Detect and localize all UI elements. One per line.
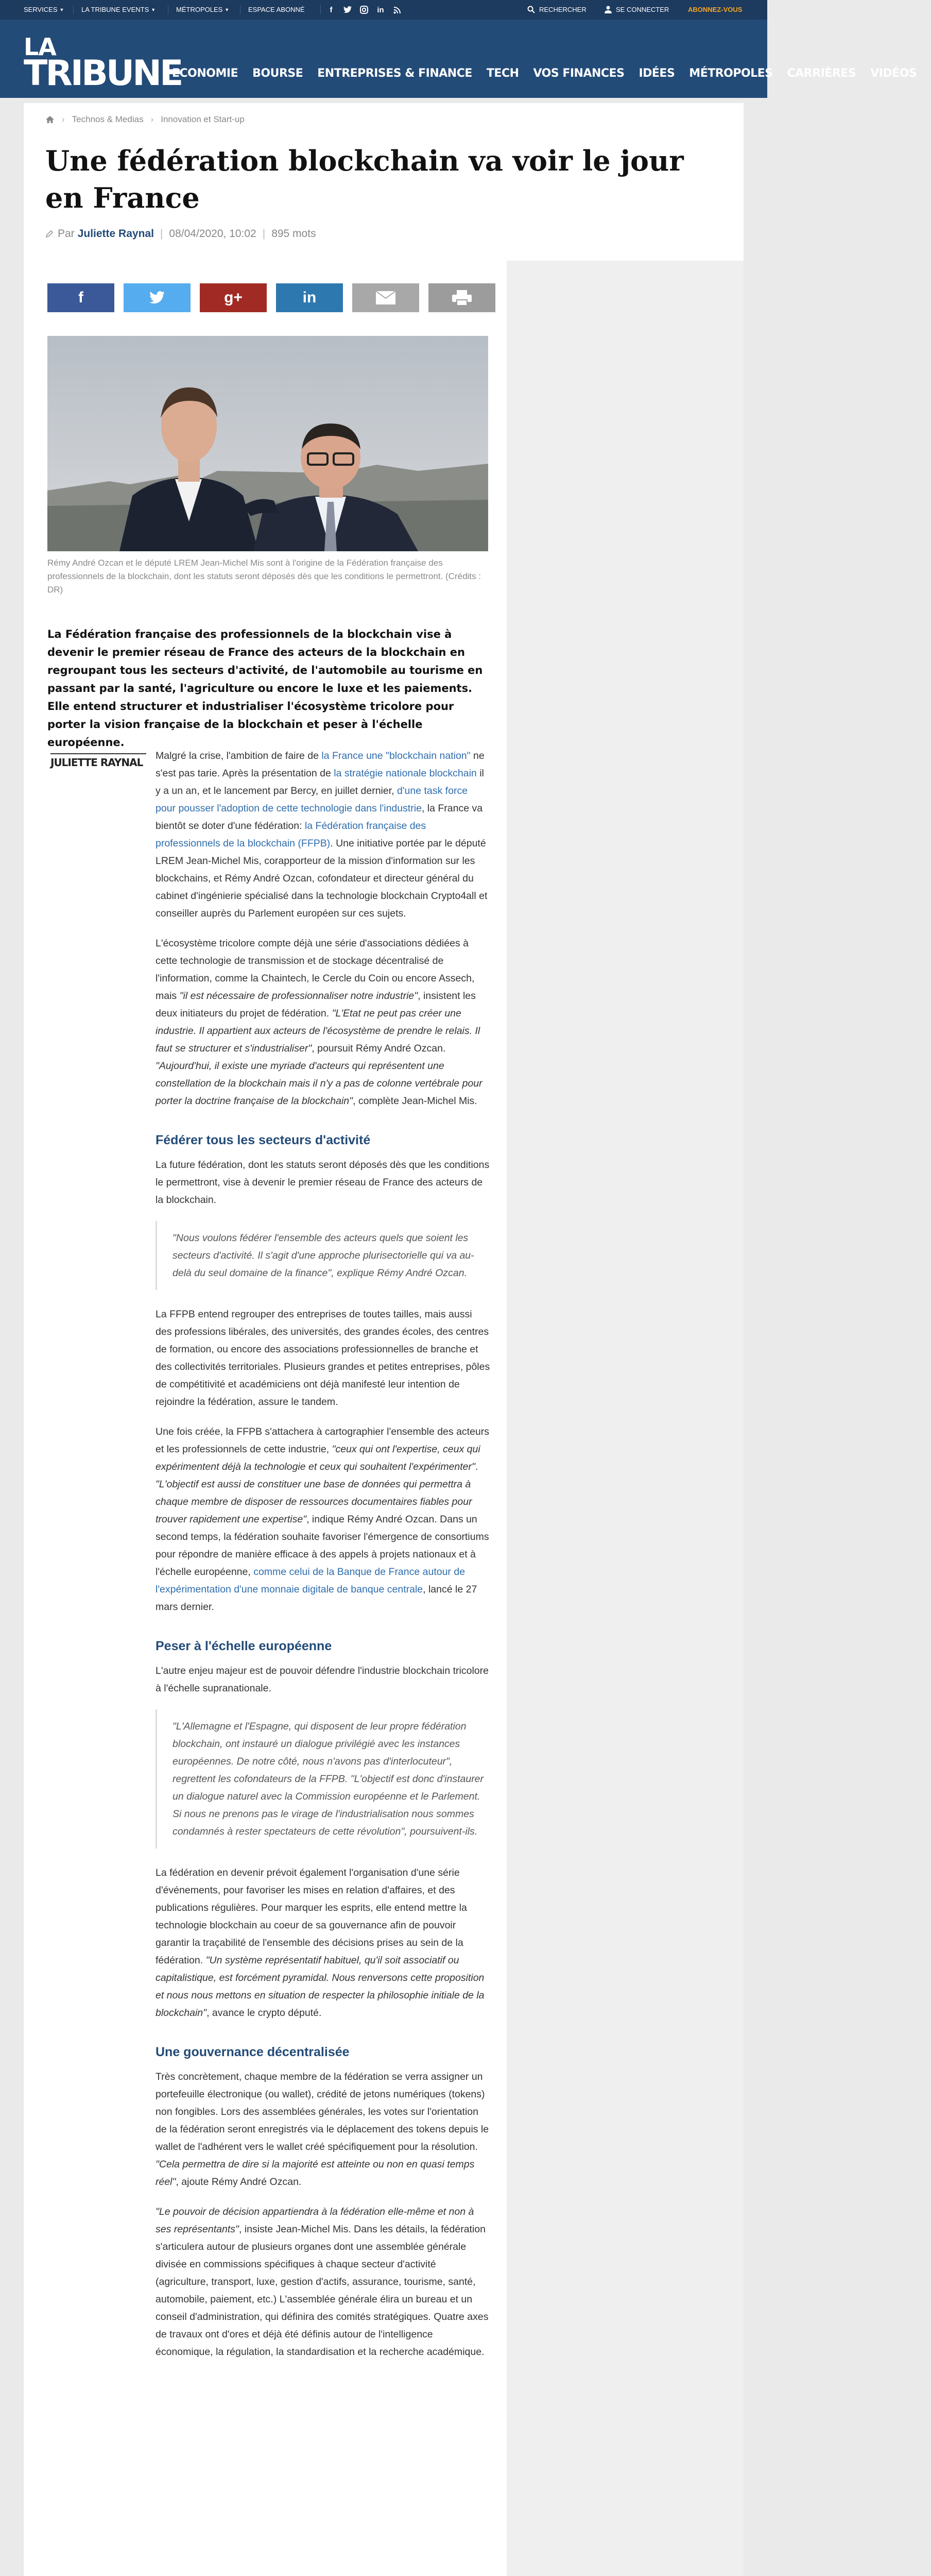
metropoles-label: MÉTROPOLES	[176, 6, 223, 13]
instagram-icon[interactable]	[358, 4, 370, 15]
espace-abonne-label: ESPACE ABONNÉ	[248, 6, 305, 13]
paragraph	[156, 2068, 490, 2191]
text: , complète Jean-Michel Mis.	[353, 1095, 477, 1107]
nav-item-metropoles[interactable]: MÉTROPOLES	[689, 67, 773, 80]
paragraph	[156, 2203, 490, 2361]
quote-text: "Nous voulons fédérer l'ensemble des acteurs quels que soient les secteurs d'activité. Il s'agit d'une approche plurisectorielle qui va au-delà du seul domaine de la finance", explique Rémy André Ozcan.	[173, 1232, 474, 1279]
share-email-button[interactable]	[352, 283, 419, 312]
article-text	[156, 747, 490, 2373]
pull-quote	[156, 1709, 490, 1849]
logo-top-text: LA	[24, 33, 56, 61]
text: , insistent les deux initiateurs du projet de fédération.	[156, 990, 476, 1019]
login-label: SE CONNECTER	[616, 6, 669, 13]
text: , avance le crypto député.	[206, 2007, 322, 2019]
chevron-down-icon: ▼	[151, 7, 156, 12]
search-label: RECHERCHER	[539, 6, 587, 13]
quote-text: "Aujourd'hui, il existe une myriade d'acteurs qui représentent une constellation de la blockchain mais il n'y a pas de colonne vertébrale pour porter la doctrine française de la blockchain"	[156, 1060, 482, 1107]
print-icon	[452, 290, 472, 306]
inline-link[interactable]: la Fédération française des professionnels de la blockchain (FFPB)	[156, 820, 426, 849]
share-linkedin-button[interactable]	[276, 283, 343, 312]
pencil-icon	[45, 230, 54, 238]
section-heading: Fédérer tous les secteurs d'activité	[156, 1133, 371, 1147]
main-nav	[172, 67, 931, 80]
chevron-down-icon: ▼	[59, 7, 64, 12]
author-link[interactable]: Juliette Raynal	[77, 228, 154, 240]
share-twitter-button[interactable]	[124, 283, 191, 312]
byline	[45, 228, 316, 240]
email-icon	[375, 291, 396, 305]
subscribe-label: ABONNEZ-VOUS	[688, 6, 743, 13]
nav-item-tech[interactable]: TECH	[486, 67, 519, 80]
inline-link[interactable]: la stratégie nationale blockchain	[334, 768, 477, 779]
quote-text: "L'Etat ne peut pas créer une industrie. Il appartient aux acteurs de l'écosystème de prendre le relais. Il faut se structurer et s'industrialiser"	[156, 1008, 480, 1054]
nav-item-economie[interactable]: ECONOMIE	[172, 67, 238, 80]
chevron-down-icon: ▼	[225, 7, 230, 12]
share-googleplus-button[interactable]	[200, 283, 267, 312]
nav-item-vos-finances[interactable]: VOS FINANCES	[533, 67, 625, 80]
subscribe-link[interactable]	[688, 6, 742, 13]
linkedin-icon: in	[302, 289, 317, 306]
linkedin-icon[interactable]: in	[377, 5, 384, 14]
nav-item-entreprises-finance[interactable]: ENTREPRISES & FINANCE	[317, 67, 472, 80]
quote-text: "L'Allemagne et l'Espagne, qui disposent de leur propre fédération blockchain, ont instauré un dialogue privilégié avec les instances européennes. De notre côté, nous n'avons pas d'interlocuteur", regrettent les cofondateurs de la FFPB. "L'objectif est donc d'instaurer un dialogue naturel avec la Commission européenne et le Parlement. Si nous ne prenons pas le virage de l'industrialisation nous sommes condamnés à rester spectateurs de cette révolution", poursuivent-ils.	[173, 1721, 484, 1837]
pull-quote	[156, 1221, 490, 1290]
text: , indique Rémy André Ozcan. Dans un second temps, la fédération souhaite favoriser l'émergence de consortiums pour répondre de manière efficace à des appels à projets nationaux et à l'échelle européenne,	[156, 1514, 489, 1578]
byline-prefix: Par	[58, 228, 75, 240]
text: . Une initiative portée par le député LREM Jean-Michel Mis, corapporteur de la mission d'information sur les blockchains, et Rémy André Ozcan, cofondateur et directeur général du cabinet d'ingénierie spécialisé dans la technologie blockchain Crypto4all et conseiller auprès du Parlement européen sur ces sujets.	[156, 838, 488, 919]
site-header	[0, 20, 917, 98]
text: .	[475, 1461, 478, 1472]
paragraph	[156, 1423, 490, 1616]
divider	[320, 5, 321, 14]
text: Une fois créée, la FFPB s'attachera à cartographier l'ensemble des acteurs et les professionnels de cette industrie,	[156, 1426, 490, 1455]
nav-item-idees[interactable]: IDÉES	[639, 67, 675, 80]
breadcrumb	[45, 114, 245, 125]
twitter-icon	[149, 291, 165, 304]
services-label: SERVICES	[24, 6, 58, 13]
events-label: LA TRIBUNE EVENTS	[81, 6, 149, 13]
share-print-button[interactable]	[428, 283, 495, 312]
text: , poursuit Rémy André Ozcan.	[312, 1043, 446, 1054]
quote-text: "Le pouvoir de décision appartiendra à la fédération elle-même et non à ses représentants"	[156, 2206, 474, 2235]
article-body-column	[24, 261, 507, 2576]
espace-abonne-link[interactable]	[248, 6, 305, 13]
quote-text: "Un système représentatif habituel, qu'il soit associatif ou capitalistique, est forcément pyramidal. Nous renversons cette proposition et nous nous mettons en situation de respecter la philosophie initiale de la blockchain"	[156, 1955, 485, 2019]
author-tag[interactable]: JULIETTE RAYNAL	[50, 753, 146, 769]
user-icon	[605, 6, 612, 13]
search-icon	[527, 6, 535, 13]
paragraph	[156, 747, 490, 922]
quote-text: "ceux qui ont l'expertise, ceux qui expérimentent déjà la technologie et ceux qui souhaitent l'expérimenter"	[156, 1444, 480, 1472]
paragraph	[156, 1864, 490, 2022]
home-icon[interactable]	[45, 115, 55, 124]
text: il y a un an, et le lancement par Bercy, en juillet dernier,	[156, 768, 484, 796]
sidebar	[507, 261, 744, 2576]
text: , ajoute Rémy André Ozcan.	[176, 2176, 302, 2188]
share-facebook-button[interactable]	[47, 283, 114, 312]
article-lead: La Fédération française des professionnels de la blockchain vise à devenir le premier réseau de France des acteurs de la blockchain en regroupant tous les secteurs d'activité, de l'automobile au tourisme en passant par la santé, l'agriculture ou encore le luxe et les paiements. Elle entend structurer et industrialiser l'écosystème tricolore pour porter la vision française de la blockchain et peser à l'échelle européenne.	[47, 628, 483, 749]
photo-illustration	[47, 336, 488, 551]
nav-item-videos[interactable]: VIDÉOS	[870, 67, 917, 80]
photo-caption: Rémy André Ozcan et le député LREM Jean-Michel Mis sont à l'origine de la Fédération française des professionnels de la blockchain, dont les statuts seront déposés dès que les conditions le permettront. (Crédits : DR)	[47, 558, 481, 595]
divider: |	[160, 228, 163, 240]
twitter-icon[interactable]	[342, 4, 353, 15]
googleplus-icon: g+	[224, 289, 243, 306]
article-photo	[47, 336, 488, 551]
paragraph: La FFPB entend regrouper des entreprises de toutes tailles, mais aussi des professions libérales, des universités, des grandes écoles, des centres de formation, ou encore des associations professionnelles de branche et des collectivités territoriales. Plusieurs grandes et petites entreprises, pôles de compétitivité et académiciens ont déjà manifesté leur intention de rejoindre la fédération, assure le tandem.	[156, 1309, 490, 1408]
facebook-icon: f	[78, 289, 83, 306]
text: Malgré la crise, l'ambition de faire de	[156, 750, 322, 761]
search-button[interactable]	[527, 6, 587, 13]
word-count: 895 mots	[271, 228, 316, 240]
publish-date: 08/04/2020, 10:02	[169, 228, 256, 240]
share-bar	[47, 283, 505, 312]
inline-link[interactable]: la France une "blockchain nation"	[321, 750, 471, 761]
quote-text: "il est nécessaire de professionnaliser notre industrie"	[179, 990, 418, 1002]
divider: |	[262, 228, 266, 240]
services-menu[interactable]	[24, 6, 64, 13]
article-title: Une fédération blockchain va voir le jour en France	[45, 144, 684, 214]
paragraph	[156, 935, 490, 1110]
breadcrumb-section[interactable]: Technos & Medias	[72, 114, 144, 124]
nav-item-carrieres[interactable]: CARRIÈRES	[787, 67, 856, 80]
section-heading: Peser à l'échelle européenne	[156, 1639, 332, 1653]
text: Très concrètement, chaque membre de la fédération se verra assigner un portefeuille électronique (ou wallet), crédité de jetons numériques (tokens) non fongibles. Lors des assemblées générales, les votes sur l'orientation de la fédération seront enregistrés via le déplacement des tokens depuis le wallet de l'adhérent vers le wallet créé spécifiquement pour la résolution.	[156, 2071, 489, 2153]
facebook-icon[interactable]: f	[330, 5, 333, 14]
text: , lancé le 27 mars dernier.	[156, 1584, 477, 1613]
article-header-card	[24, 103, 744, 261]
metropoles-menu[interactable]	[176, 6, 229, 13]
site-logo[interactable]	[24, 33, 182, 94]
text: , la France va bientôt se doter d'une fédération:	[156, 803, 483, 832]
breadcrumb-subsection[interactable]: Innovation et Start-up	[161, 114, 245, 124]
divider	[73, 5, 74, 14]
text: La fédération en devenir prévoit également l'organisation d'une série d'événements, pour favoriser les mises en relation d'affaires, et des publications régulières. Pour marquer les esprits, elle entend mettre la technologie blockchain au coeur de sa gouvernance afin de pouvoir garantir la traçabilité de l'ensemble des décisions prises au sein de la fédération.	[156, 1867, 467, 1966]
quote-text: "Cela permettra de dire si la majorité est atteinte ou non en quasi temps réel"	[156, 2159, 475, 2188]
inline-link[interactable]: d'une task force pour pousser l'adoption de cette technologie dans l'industrie	[156, 785, 468, 814]
text: L'écosystème tricolore compte déjà une série d'associations dédiées à cette technologie de transmission et de stockage décentralisé de l'information, comme la Chaintech, le Cercle du Coin ou encore Assech, mais	[156, 938, 475, 1002]
chevron-right-icon: ›	[62, 114, 65, 124]
quote-text: "L'objectif est aussi de constituer une base de données qui permettra à chaque membre de disposer de ressources documentaires fiables pour trouver rapidement une expertise"	[156, 1479, 472, 1525]
text: ne s'est pas tarie. Après la présentation de	[156, 750, 485, 779]
rss-icon[interactable]	[391, 4, 403, 15]
events-menu[interactable]	[81, 6, 156, 13]
login-button[interactable]	[605, 6, 669, 13]
top-utility-bar	[0, 0, 767, 20]
paragraph: L'autre enjeu majeur est de pouvoir défendre l'industrie blockchain tricolore à l'échelle supranationale.	[156, 1665, 489, 1694]
text: , insiste Jean-Michel Mis. Dans les détails, la fédération s'articulera autour de plusieurs organes dont une assemblée générale divisée en commissions spécifiques à chaque secteur d'activité (agriculture, transport, luxe, gestion d'actifs, assurance, tourisme, santé, automobile, paiement, etc.) L'assemblée générale élira un bureau et un conseil d'administration, qui définira des comités stratégiques. Quatre axes de travaux ont d'ores et déjà été définis autour de l'intelligence économique, la régulation, la standardisation et la recherche académique.	[156, 2224, 489, 2358]
section-heading: Une gouvernance décentralisée	[156, 2045, 350, 2059]
chevron-right-icon: ›	[150, 114, 154, 124]
paragraph: La future fédération, dont les statuts seront déposés dès que les conditions le permettront, vise à devenir le premier réseau de France des acteurs de la blockchain.	[156, 1159, 490, 1206]
nav-item-bourse[interactable]: BOURSE	[252, 67, 303, 80]
inline-link[interactable]: comme celui de la Banque de France autour de l'expérimentation d'une monnaie digitale de banque centrale	[156, 1566, 465, 1595]
logo-bottom-text: TRIBUNE	[24, 53, 182, 94]
